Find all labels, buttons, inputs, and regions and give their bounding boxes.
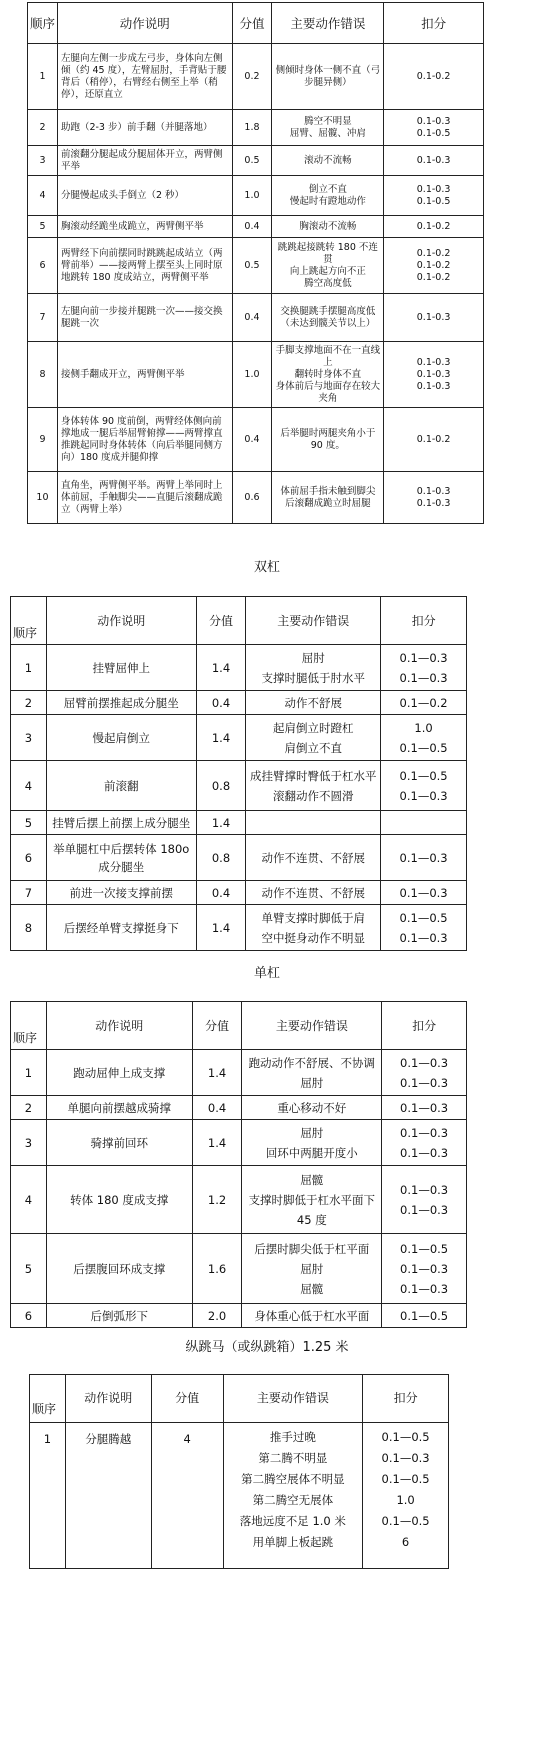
row-seq: 2 — [28, 110, 58, 146]
row-seq: 6 — [11, 1304, 47, 1328]
error-line: 屈肘 — [300, 1261, 324, 1276]
header-seq — [11, 1002, 47, 1050]
error-line: 侧倾时身体一侧不直（弓步腿异侧） — [275, 64, 381, 88]
table-row — [28, 342, 484, 408]
row-errors — [242, 1096, 382, 1120]
error-line: 腾空高度低 — [304, 277, 352, 289]
row-seq: 2 — [11, 691, 47, 715]
header-deduct: 扣分 — [363, 1375, 449, 1423]
table-row — [28, 238, 484, 294]
row-seq: 4 — [11, 761, 47, 811]
header-desc: 动作说明 — [57, 3, 232, 44]
row-errors — [246, 645, 381, 691]
row-score: 2.0 — [192, 1304, 242, 1328]
vault-table — [29, 1374, 449, 1569]
row-errors — [242, 1166, 382, 1234]
row-desc: 分腿腾越 — [65, 1423, 151, 1569]
error-line: 第二腾空展体不明显 — [241, 1472, 345, 1486]
deduct-line: 0.1-0.2 — [416, 70, 451, 82]
row-seq: 10 — [28, 472, 58, 524]
error-line: 动作不连贯、不舒展 — [261, 885, 366, 900]
error-line: 后摆时脚尖低于杠平面 — [254, 1241, 370, 1256]
row-deduct — [382, 1304, 467, 1328]
row-deduct — [384, 238, 484, 294]
row-seq: 5 — [11, 811, 47, 835]
row-deduct — [384, 110, 484, 146]
header-seq — [30, 1375, 66, 1423]
row-seq: 1 — [11, 645, 47, 691]
row-errors — [242, 1234, 382, 1304]
row-errors — [223, 1423, 363, 1569]
error-line: 屈髋 — [300, 1281, 324, 1296]
table-row — [30, 1423, 449, 1569]
error-line: 回环中两腿开度小 — [265, 1145, 358, 1160]
table-header-row — [30, 1375, 449, 1423]
row-deduct — [384, 176, 484, 216]
deduct-line: 0.1—0.5 — [381, 1514, 430, 1528]
table-row — [28, 176, 484, 216]
table-header-row — [28, 3, 484, 44]
deduct-line: 0.1—0.5 — [399, 910, 448, 925]
row-deduct — [382, 1120, 467, 1166]
row-errors — [272, 342, 384, 408]
deduct-line: 0.1—0.5 — [399, 740, 448, 755]
row-desc: 举单腿杠中后摆转体 180o 成分腿坐 — [46, 835, 196, 881]
header-seq: 顺序 — [28, 3, 58, 44]
row-desc: 后摆经单臂支撑挺身下 — [46, 905, 196, 951]
row-seq: 4 — [11, 1166, 47, 1234]
deduct-line: 0.1-0.5 — [416, 127, 451, 139]
table-row — [11, 811, 467, 835]
deduct-line: 0.1—0.3 — [399, 885, 448, 900]
row-seq: 3 — [11, 715, 47, 761]
row-score: 1.4 — [196, 905, 246, 951]
deduct-line: 0.1—0.3 — [399, 788, 448, 803]
row-deduct — [382, 1166, 467, 1234]
error-line: 交换腿跳手摆腿高度低（未达到髋关节以上） — [280, 305, 376, 329]
row-desc: 挂臂后摆上前摆上成分腿坐 — [46, 811, 196, 835]
row-errors — [272, 110, 384, 146]
table-row — [28, 44, 484, 110]
horizontal-bar-table — [10, 1001, 467, 1328]
row-desc: 后摆腹回环成支撑 — [46, 1234, 192, 1304]
row-desc: 前进一次接支撑前摆 — [46, 881, 196, 905]
deduct-line: 0.1—0.3 — [400, 1202, 449, 1217]
row-deduct — [384, 342, 484, 408]
row-deduct — [381, 811, 467, 835]
error-line: 后滚翻成跪立时屈腿 — [285, 497, 371, 509]
row-desc: 助跑（2-3 步）前手翻（并腿落地） — [57, 110, 232, 146]
row-score: 1.0 — [232, 342, 272, 408]
deduct-line: 0.1—0.5 — [381, 1430, 430, 1444]
row-desc: 左腿向前一步接并腿跳一次——接交换腿跳一次 — [57, 294, 232, 342]
row-score: 0.8 — [196, 761, 246, 811]
row-seq: 1 — [11, 1050, 47, 1096]
row-seq: 4 — [28, 176, 58, 216]
row-score: 0.8 — [196, 835, 246, 881]
row-errors — [242, 1304, 382, 1328]
table-header-row — [11, 597, 467, 645]
deduct-line: 0.1-0.3 — [416, 154, 451, 166]
row-desc: 前滚翻 — [46, 761, 196, 811]
row-seq: 6 — [11, 835, 47, 881]
header-seq-label: 顺序 — [32, 1402, 57, 1416]
deduct-line: 0.1—0.3 — [399, 930, 448, 945]
deduct-line: 0.1—0.3 — [400, 1281, 449, 1296]
error-line: 用单脚上板起跳 — [252, 1535, 334, 1549]
header-score: 分值 — [192, 1002, 242, 1050]
deduct-line: 0.1—0.3 — [400, 1055, 449, 1070]
error-line: 手脚支撑地面不在一直线上 — [275, 344, 381, 368]
error-line: 腾空不明显 — [304, 115, 352, 127]
row-score: 1.0 — [232, 176, 272, 216]
row-seq: 5 — [11, 1234, 47, 1304]
deduct-line: 0.1-0.2 — [416, 433, 451, 445]
row-score: 0.4 — [196, 881, 246, 905]
error-line: 动作不连贯、不舒展 — [261, 850, 366, 865]
table-row — [11, 1050, 467, 1096]
row-seq: 8 — [28, 342, 58, 408]
table-row — [11, 715, 467, 761]
deduct-line: 0.1-0.3 — [416, 368, 451, 380]
deduct-line: 0.1—0.3 — [400, 1125, 449, 1140]
row-desc: 单腿向前摆越成骑撑 — [46, 1096, 192, 1120]
deduct-line: 1.0 — [414, 720, 433, 735]
error-line: 起肩倒立时蹬杠 — [273, 720, 354, 735]
error-line: 屈肘 — [301, 650, 325, 665]
error-line: 跑动动作不舒展、不协调 — [248, 1055, 376, 1070]
row-score: 1.2 — [192, 1166, 242, 1234]
header-errors: 主要动作错误 — [246, 597, 381, 645]
header-score: 分值 — [151, 1375, 223, 1423]
row-desc: 直角坐，两臂侧平举。两臂上举同时上体前屈，手触脚尖——直腿后滚翻成跪立（两臂上举） — [57, 472, 232, 524]
row-deduct — [382, 1050, 467, 1096]
row-deduct — [384, 44, 484, 110]
error-line: 动作不舒展 — [284, 695, 343, 710]
row-desc: 跑动屈伸上成支撑 — [46, 1050, 192, 1096]
row-deduct — [384, 408, 484, 472]
error-line: 滚动不流畅 — [304, 154, 352, 166]
row-deduct — [381, 691, 467, 715]
row-desc: 前滚翻分腿起成分腿屈体开立，两臂侧平举 — [57, 146, 232, 176]
row-seq: 9 — [28, 408, 58, 472]
row-errors — [272, 176, 384, 216]
error-line: 支撑时腿低于肘水平 — [261, 670, 366, 685]
row-score: 0.5 — [232, 238, 272, 294]
error-line: 第二腾空无展体 — [252, 1493, 334, 1507]
row-errors — [246, 715, 381, 761]
deduct-line: 0.1-0.3 — [416, 485, 451, 497]
row-deduct — [381, 905, 467, 951]
header-desc: 动作说明 — [46, 1002, 192, 1050]
deduct-line: 0.1—0.3 — [399, 670, 448, 685]
error-line: 支撑时脚低于杠水平面下 45 度 — [248, 1192, 376, 1227]
error-line: 第二腾不明显 — [258, 1451, 328, 1465]
table-row — [28, 294, 484, 342]
row-desc: 左腿向左侧一步成左弓步，身体向左侧倾（约 45 度），左臂屈肘，手背贴于腰背后（稍停），右臂经右侧至上举（稍停），还原直立 — [57, 44, 232, 110]
row-desc: 分腿慢起成头手倒立（2 秒） — [57, 176, 232, 216]
error-line: 体前屈手指未触到脚尖 — [280, 485, 376, 497]
header-errors: 主要动作错误 — [242, 1002, 382, 1050]
deduct-line: 0.1-0.5 — [416, 195, 451, 207]
row-score: 1.4 — [192, 1120, 242, 1166]
row-deduct — [384, 294, 484, 342]
row-seq: 5 — [28, 216, 58, 238]
row-seq: 2 — [11, 1096, 47, 1120]
row-deduct — [381, 645, 467, 691]
deduct-line: 0.1-0.3 — [416, 380, 451, 392]
row-desc: 胸滚动经跪坐成跪立，两臂侧平举 — [57, 216, 232, 238]
row-errors — [246, 881, 381, 905]
deduct-line: 0.1—0.2 — [399, 695, 448, 710]
error-line: 空中挺身动作不明显 — [261, 930, 366, 945]
header-seq-label: 顺序 — [13, 626, 38, 640]
table-row — [11, 881, 467, 905]
error-line: 倒立不直 — [308, 183, 347, 195]
header-deduct: 扣分 — [381, 597, 467, 645]
error-line: 胸滚动不流畅 — [299, 220, 357, 232]
error-line: 滚翻动作不圆滑 — [273, 788, 354, 803]
row-deduct — [382, 1234, 467, 1304]
error-line: 身体重心低于杠水平面 — [254, 1308, 370, 1323]
row-score: 0.6 — [232, 472, 272, 524]
table-row — [11, 1234, 467, 1304]
error-line: 翻转时身体不直 — [294, 368, 362, 380]
row-seq: 7 — [11, 881, 47, 905]
vault-title: 纵跳马（或纵跳箱）1.25 米 — [185, 1340, 349, 1355]
header-seq — [11, 597, 47, 645]
error-line: 肩倒立不直 — [284, 740, 343, 755]
row-score: 1.6 — [192, 1234, 242, 1304]
table-row — [11, 1120, 467, 1166]
row-desc: 慢起肩倒立 — [46, 715, 196, 761]
error-line: 向上跳起方向不正 — [289, 265, 366, 277]
row-seq: 7 — [28, 294, 58, 342]
row-score: 0.4 — [232, 294, 272, 342]
row-score: 1.4 — [196, 645, 246, 691]
row-desc: 后倒弧形下 — [46, 1304, 192, 1328]
table-row — [11, 645, 467, 691]
row-desc: 屈臂前摆推起成分腿坐 — [46, 691, 196, 715]
deduct-line: 0.1-0.2 — [416, 220, 451, 232]
deduct-line: 0.1—0.3 — [400, 1145, 449, 1160]
row-seq: 3 — [11, 1120, 47, 1166]
deduct-line: 0.1-0.3 — [416, 183, 451, 195]
row-score: 0.2 — [232, 44, 272, 110]
row-score: 1.4 — [196, 715, 246, 761]
row-desc: 骑撑前回环 — [46, 1120, 192, 1166]
floor-exercise-table — [27, 2, 484, 524]
deduct-line: 0.1—0.3 — [400, 1182, 449, 1197]
error-line: 重心移动不好 — [277, 1100, 347, 1115]
deduct-line: 0.1—0.3 — [381, 1451, 430, 1465]
header-score: 分值 — [232, 3, 272, 44]
header-seq-label: 顺序 — [13, 1031, 38, 1045]
error-line: 屈肘 — [300, 1125, 324, 1140]
deduct-line: 0.1—0.5 — [400, 1308, 449, 1323]
deduct-line: 0.1-0.3 — [416, 115, 451, 127]
row-errors — [246, 761, 381, 811]
deduct-line: 0.1—0.5 — [400, 1241, 449, 1256]
row-desc: 转体 180 度成支撑 — [46, 1166, 192, 1234]
error-line: 屈髋 — [300, 1172, 324, 1187]
row-deduct — [384, 146, 484, 176]
deduct-line: 0.1-0.3 — [416, 356, 451, 368]
header-deduct: 扣分 — [384, 3, 484, 44]
row-score: 1.8 — [232, 110, 272, 146]
table-row — [28, 408, 484, 472]
error-line: 推手过晚 — [269, 1430, 316, 1444]
deduct-line: 0.1—0.3 — [399, 850, 448, 865]
row-errors — [272, 146, 384, 176]
row-deduct — [382, 1096, 467, 1120]
header-errors: 主要动作错误 — [272, 3, 384, 44]
deduct-line: 0.1-0.3 — [416, 497, 451, 509]
table-row — [28, 146, 484, 176]
error-line: 身体前后与地面存在较大夹角 — [275, 380, 381, 404]
deduct-line: 0.1—0.5 — [399, 768, 448, 783]
table-row — [28, 472, 484, 524]
row-score: 0.4 — [192, 1096, 242, 1120]
row-errors — [246, 691, 381, 715]
row-deduct — [384, 216, 484, 238]
row-score: 0.4 — [232, 216, 272, 238]
header-score: 分值 — [196, 597, 246, 645]
deduct-line: 0.1—0.3 — [400, 1261, 449, 1276]
deduct-line: 6 — [401, 1535, 410, 1549]
parallel-bars-table — [10, 596, 467, 951]
error-line: 后举腿时两腿夹角小于 90 度。 — [280, 427, 376, 451]
row-deduct — [384, 472, 484, 524]
table-header-row — [11, 1002, 467, 1050]
table-row — [28, 110, 484, 146]
row-deduct — [381, 881, 467, 905]
row-errors — [246, 811, 381, 835]
row-score: 1.4 — [196, 811, 246, 835]
error-line: 屈肘 — [300, 1075, 324, 1090]
row-score: 0.4 — [232, 408, 272, 472]
horizontal-bar-title: 单杠 — [253, 966, 280, 981]
row-errors — [272, 238, 384, 294]
row-errors — [246, 835, 381, 881]
error-line: 单臂支撑时脚低于肩 — [261, 910, 366, 925]
deduct-line: 0.1-0.2 — [416, 271, 451, 283]
row-score: 0.4 — [196, 691, 246, 715]
error-line: 落地远度不足 1.0 米 — [239, 1514, 346, 1528]
table-row — [11, 1304, 467, 1328]
deduct-line: 0.1—0.3 — [400, 1075, 449, 1090]
row-seq: 1 — [30, 1423, 66, 1569]
row-deduct — [381, 835, 467, 881]
row-deduct — [363, 1423, 449, 1569]
row-seq: 3 — [28, 146, 58, 176]
table-row — [28, 216, 484, 238]
row-errors — [272, 408, 384, 472]
row-desc: 两臂经下向前摆同时跳跳起成站立（两臂前举）——接两臂上摆至头上同时原地跳转 180 度成站立，两臂侧平举 — [57, 238, 232, 294]
deduct-line: 0.1—0.3 — [399, 650, 448, 665]
row-deduct — [381, 761, 467, 811]
header-desc: 动作说明 — [46, 597, 196, 645]
error-line: 慢起时有蹬地动作 — [289, 195, 366, 207]
row-errors — [272, 44, 384, 110]
row-errors — [272, 294, 384, 342]
table-row — [11, 905, 467, 951]
table-row — [11, 691, 467, 715]
table-row — [11, 761, 467, 811]
header-deduct: 扣分 — [382, 1002, 467, 1050]
deduct-line: 0.1—0.5 — [381, 1472, 430, 1486]
header-errors: 主要动作错误 — [223, 1375, 363, 1423]
deduct-line: 0.1-0.2 — [416, 259, 451, 271]
row-desc: 挂臂屈伸上 — [46, 645, 196, 691]
row-seq: 1 — [28, 44, 58, 110]
row-seq: 6 — [28, 238, 58, 294]
row-score: 4 — [151, 1423, 223, 1569]
deduct-line: 0.1-0.2 — [416, 247, 451, 259]
row-deduct — [381, 715, 467, 761]
error-line: 成挂臂撑时臀低于杠水平 — [250, 768, 377, 783]
table-row — [11, 1096, 467, 1120]
row-errors — [246, 905, 381, 951]
error-line: 跳跳起接跳转 180 不连贯 — [277, 241, 378, 265]
row-errors — [272, 216, 384, 238]
row-score: 0.5 — [232, 146, 272, 176]
row-score: 1.4 — [192, 1050, 242, 1096]
row-desc: 身体转体 90 度前倒，两臂经体侧向前撑地成一腿后举屈臂俯撑——两臂撑直推跳起同时身体转体（向后举腿同侧方向）180 度成并腿仰撑 — [57, 408, 232, 472]
row-seq: 8 — [11, 905, 47, 951]
deduct-line: 1.0 — [396, 1493, 415, 1507]
error-line: 屈臂、屈髋、冲肩 — [289, 127, 366, 139]
deduct-line: 0.1-0.3 — [416, 311, 451, 323]
header-desc: 动作说明 — [65, 1375, 151, 1423]
row-errors — [242, 1120, 382, 1166]
row-errors — [272, 472, 384, 524]
parallel-bars-title: 双杠 — [253, 560, 280, 575]
table-row — [11, 1166, 467, 1234]
deduct-line: 0.1—0.3 — [400, 1100, 449, 1115]
row-desc: 接侧手翻成开立，两臂侧平举 — [57, 342, 232, 408]
row-errors — [242, 1050, 382, 1096]
table-row — [11, 835, 467, 881]
